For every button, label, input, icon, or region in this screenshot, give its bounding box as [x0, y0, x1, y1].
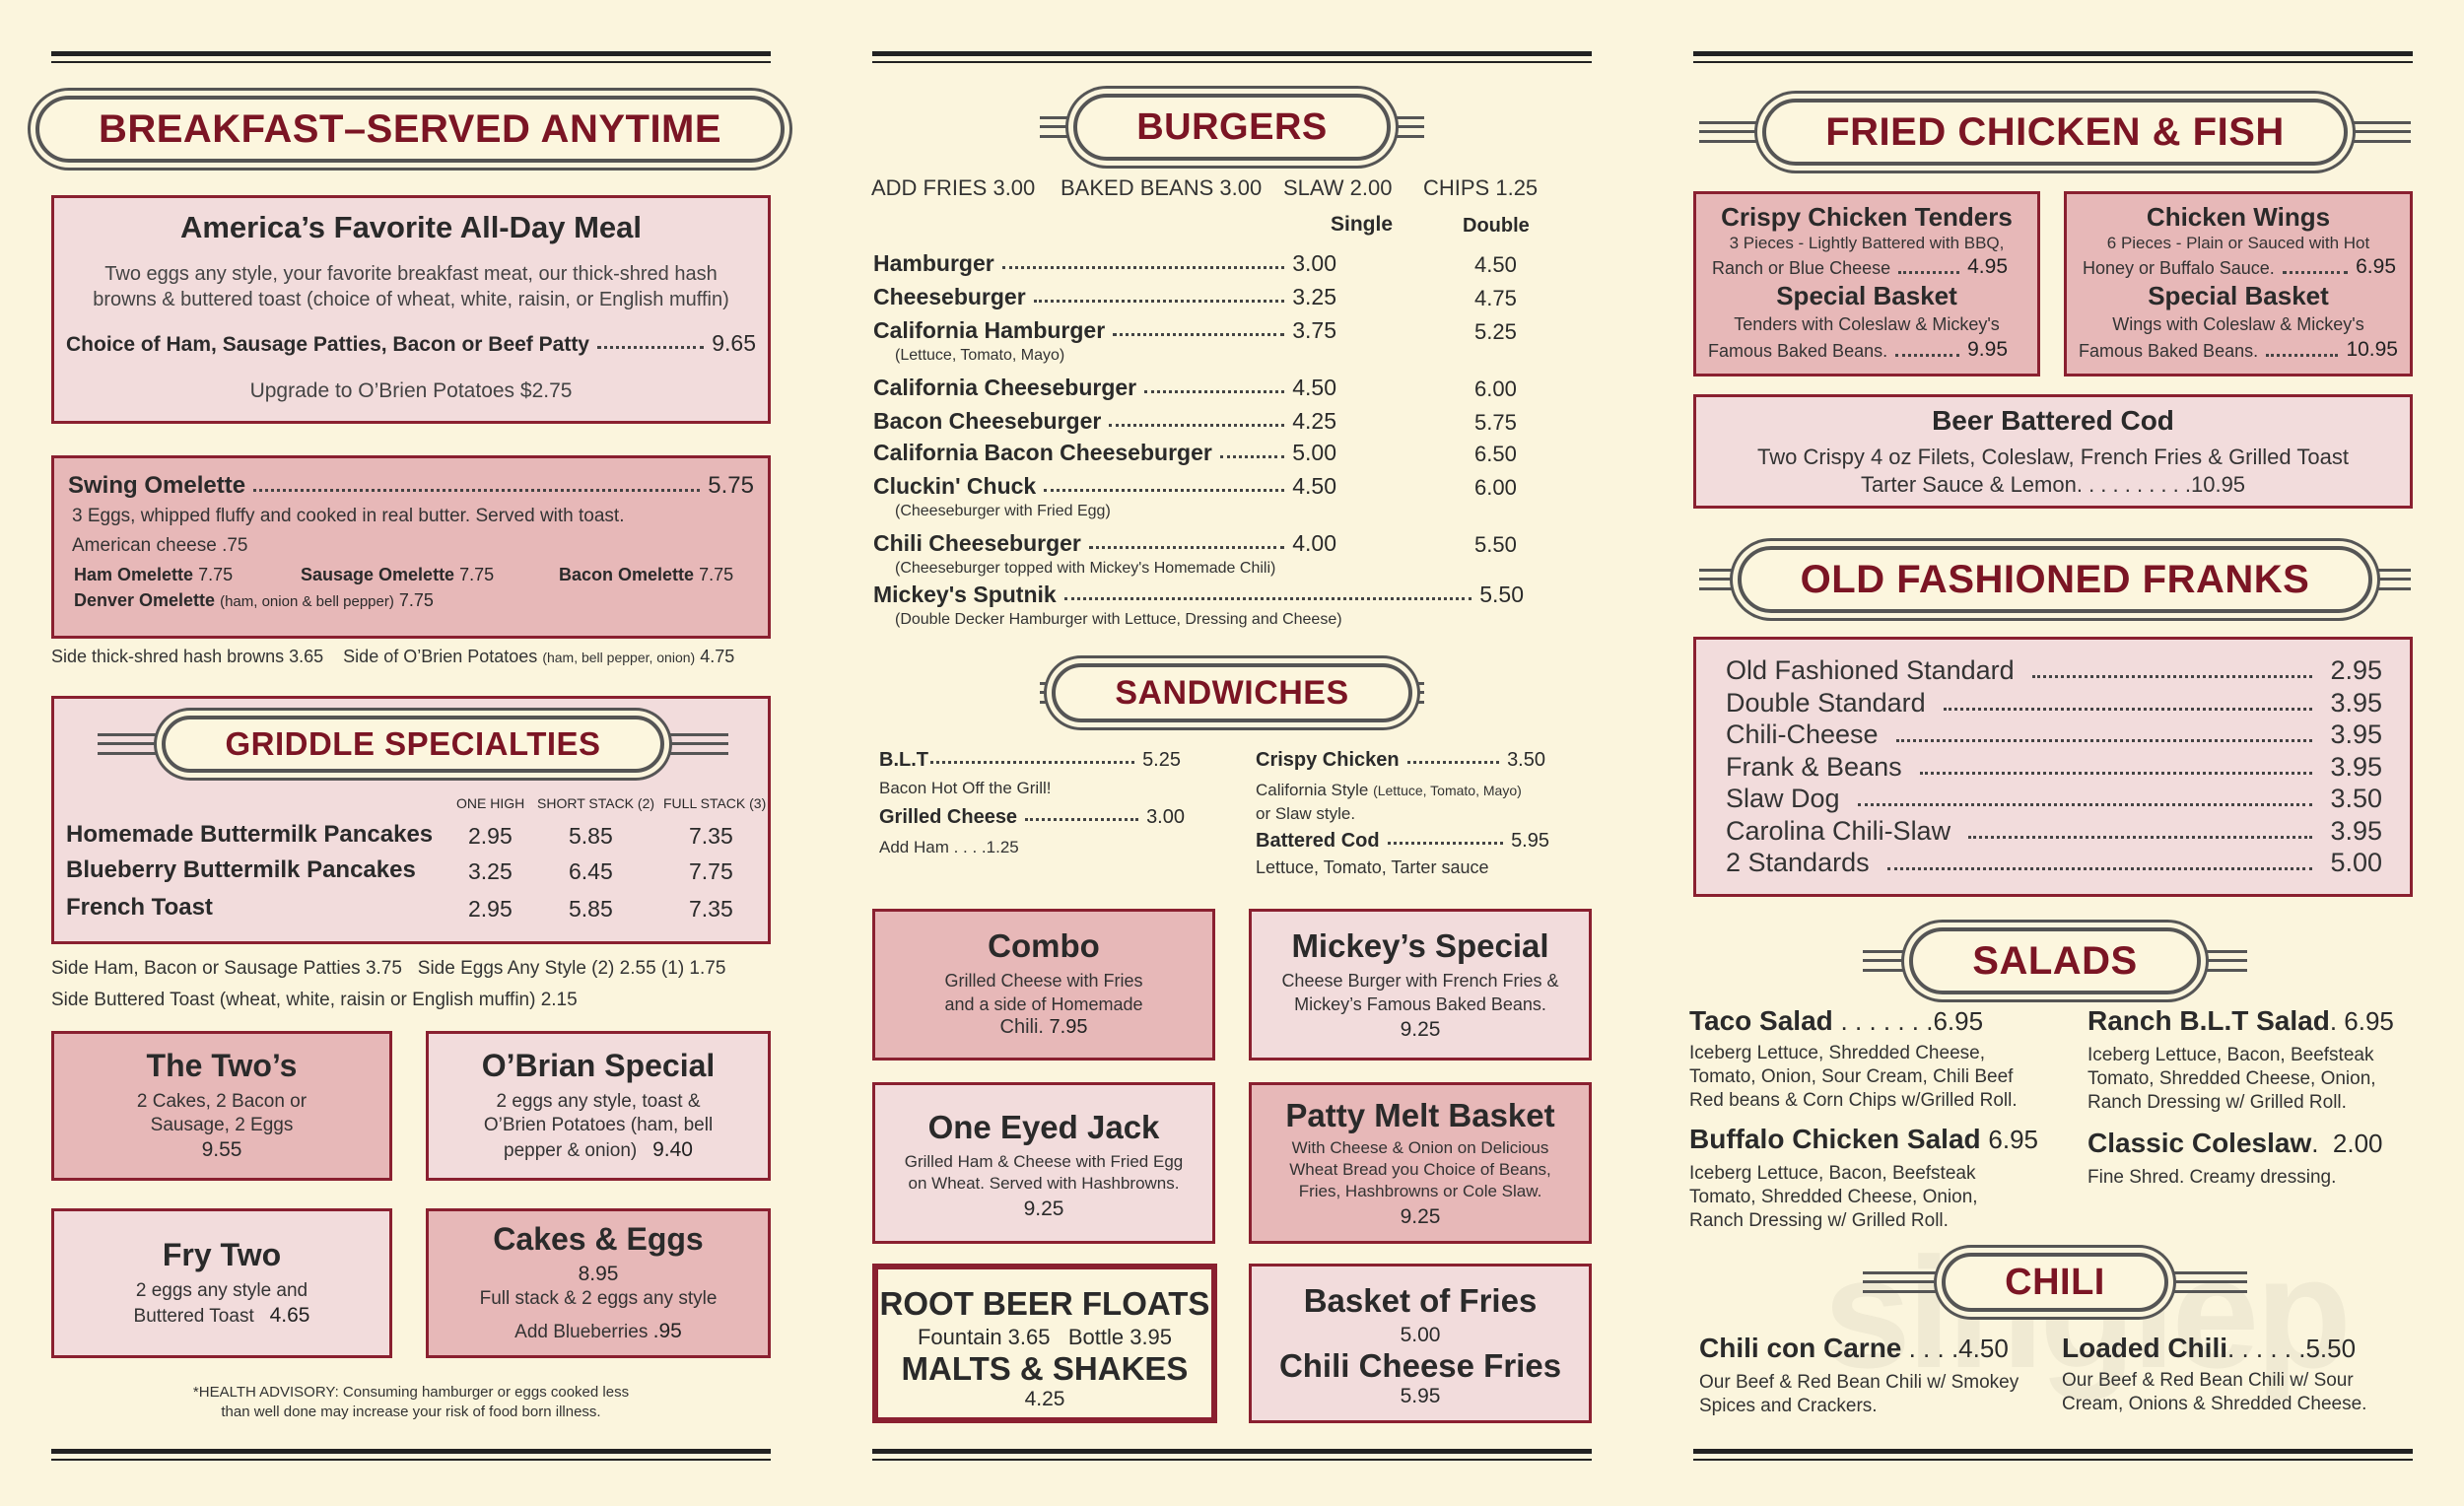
burger-name: Cluckin' Chuck [873, 473, 1037, 499]
omelette-name: Swing Omelette [68, 472, 246, 499]
omelette-row [68, 472, 754, 500]
chili-carne: Chili con Carne . . . .4.50 [1699, 1333, 2009, 1363]
floats-prices: Fountain 3.65 Bottle 3.95 [917, 1325, 1173, 1349]
floats-name: ROOT BEER FLOATS [879, 1285, 1210, 1322]
crispy-price: 3.50 [1507, 749, 1545, 771]
patty-line-1: With Cheese & Onion on Delicious [1291, 1138, 1549, 1157]
burger-note: (Cheeseburger topped with Mickey's Homemade Chili) [895, 560, 1276, 577]
burger-row [873, 250, 1543, 277]
franks-banner [1699, 544, 2411, 615]
sandwiches-banner [1040, 660, 1424, 725]
tenders-special-1: Tenders with Coleslaw & Mickey's [1734, 314, 2000, 334]
blt-row [879, 749, 1181, 772]
griddle-row-2-p3: 7.75 [689, 858, 733, 884]
addon-slaw: SLAW 2.00 [1283, 175, 1393, 200]
coleslaw-line-1: Fine Shred. Creamy dressing. [2088, 1167, 2337, 1188]
burger-name: California Hamburger [873, 317, 1106, 343]
ranch-line-2: Tomato, Shredded Cheese, Onion, [2088, 1068, 2376, 1089]
obrian-name: O’Brian Special [481, 1048, 716, 1083]
buffalo-line-2: Tomato, Shredded Cheese, Onion, [1689, 1187, 1978, 1207]
frytwo-box [51, 1208, 392, 1358]
frytwo-line-2: Buttered Toast 4.65 [133, 1304, 310, 1327]
frank-price: 3.95 [2330, 687, 2382, 718]
burger-single-price: 4.00 [1292, 530, 1336, 556]
burger-row [873, 582, 1543, 628]
omelette-cheese: American cheese .75 [72, 535, 248, 556]
cakes-name: Cakes & Eggs [493, 1221, 704, 1257]
burgers-double-header: Double [1463, 215, 1530, 237]
fries-price: 5.00 [1400, 1324, 1441, 1346]
cod-price: 5.95 [1511, 830, 1549, 852]
jack-line-1: Grilled Ham & Cheese with Fried Egg [904, 1152, 1184, 1171]
frank-name: 2 Standards [1726, 848, 1870, 877]
frytwo-name: Fry Two [162, 1237, 282, 1272]
mickey-name: Mickey’s Special [1291, 927, 1549, 964]
patty-line-3: Fries, Hashbrowns or Cole Slaw. [1298, 1182, 1542, 1200]
frank-row [1726, 848, 2382, 878]
sandwiches-title: SANDWICHES [1052, 663, 1411, 722]
burger-name: Bacon Cheeseburger [873, 408, 1102, 434]
grilled-desc: Add Ham . . . .1.25 [879, 838, 1019, 856]
jack-line-2: on Wheat. Served with Hashbrowns. [908, 1174, 1180, 1193]
wings-name: Chicken Wings [2146, 202, 2331, 232]
burger-double-price: 6.00 [1474, 376, 1517, 401]
chili-fries-price: 5.95 [1400, 1385, 1441, 1407]
twos-price: 9.55 [201, 1138, 242, 1161]
top-rule-mid [872, 51, 1592, 63]
frank-name: Frank & Beans [1726, 751, 1902, 782]
jack-price: 9.25 [1023, 1198, 1064, 1220]
griddle-row-2-p2: 6.45 [569, 858, 613, 884]
mickey-box [1249, 909, 1592, 1061]
jack-box [872, 1082, 1215, 1244]
burger-double-price: 6.50 [1474, 442, 1517, 466]
burger-note: (Double Decker Hamburger with Lettuce, Dressing and Cheese) [895, 611, 1342, 628]
taco-line-3: Red beans & Corn Chips w/Grilled Roll. [1689, 1090, 2018, 1111]
mickey-line-1: Cheese Burger with French Fries & [1281, 971, 1559, 991]
griddle-header-2: SHORT STACK (2) [537, 795, 655, 811]
burger-note: (Lettuce, Tomato, Mayo) [895, 347, 1065, 364]
burger-double-price: 5.75 [1474, 410, 1517, 435]
chili-carne-line-1: Our Beef & Red Bean Chili w/ Smokey [1699, 1372, 2019, 1393]
buffalo-line-3: Ranch Dressing w/ Grilled Roll. [1689, 1210, 1949, 1231]
burger-row [873, 473, 1543, 519]
omelette-desc: 3 Eggs, whipped fluffy and cooked in real butter. Served with toast. [72, 506, 625, 526]
beer-cod-name: Beer Battered Cod [1932, 405, 2174, 436]
griddle-row-3-p1: 2.95 [468, 896, 513, 922]
griddle-row-1-name: Homemade Buttermilk Pancakes [66, 821, 434, 848]
crispy-desc-2: or Slaw style. [1256, 804, 1356, 823]
loaded-chili: Loaded Chili. . . . . .5.50 [2062, 1333, 2357, 1363]
griddle-row-1-p1: 2.95 [468, 823, 513, 849]
fries-box [1249, 1264, 1592, 1423]
cakes-line-2: Add Blueberries .95 [514, 1320, 682, 1342]
cod-desc: Lettuce, Tomato, Tarter sauce [1256, 857, 1489, 877]
griddle-row-3-p2: 5.85 [569, 896, 613, 922]
griddle-sides-1: Side Ham, Bacon or Sausage Patties 3.75 Side Eggs Any Style (2) 2.55 (1) 1.75 [51, 958, 726, 979]
beer-cod-line-2: Tarter Sauce & Lemon. . . . . . . . . .10.95 [1860, 472, 2246, 497]
burger-double-price: 4.50 [1474, 252, 1517, 277]
allday-upgrade: Upgrade to O’Brien Potatoes $2.75 [249, 379, 573, 402]
frank-price: 3.95 [2330, 719, 2382, 749]
cakes-line-1: Full stack & 2 eggs any style [479, 1288, 718, 1309]
burger-single-price: 4.50 [1292, 375, 1336, 400]
burgers-single-header: Single [1331, 213, 1394, 236]
combo-line-1: Grilled Cheese with Fries [944, 971, 1143, 991]
fried-title: FRIED CHICKEN & FISH [1762, 99, 2348, 166]
frank-name: Double Standard [1726, 687, 1926, 718]
top-rule-right [1693, 51, 2413, 63]
addon-fries: ADD FRIES 3.00 [871, 175, 1036, 200]
griddle-banner [98, 713, 728, 776]
griddle-row-2-name: Blueberry Buttermilk Pancakes [66, 856, 416, 883]
taco-line-2: Tomato, Onion, Sour Cream, Chili Beef [1689, 1066, 2014, 1087]
burger-name: California Bacon Cheeseburger [873, 440, 1212, 465]
coleslaw-salad: Classic Coleslaw. 2.00 [2088, 1128, 2383, 1158]
advisory-2: than well done may increase your risk of food born illness. [221, 1403, 601, 1420]
frytwo-line-1: 2 eggs any style and [135, 1280, 308, 1301]
taco-line-1: Iceberg Lettuce, Shredded Cheese, [1689, 1043, 1985, 1063]
griddle-title: GRIDDLE SPECIALTIES [162, 716, 663, 773]
allday-choice-price: 9.65 [712, 330, 756, 356]
burger-name: Hamburger [873, 250, 994, 276]
burger-name: Cheeseburger [873, 284, 1026, 309]
breakfast-title: BREAKFAST–SERVED ANYTIME [35, 96, 785, 163]
blt-price: 5.25 [1142, 749, 1181, 771]
burger-name: Mickey's Sputnik [873, 582, 1057, 607]
burger-name: California Cheeseburger [873, 375, 1137, 400]
cakes-price: 8.95 [578, 1263, 619, 1285]
fries-name: Basket of Fries [1303, 1282, 1538, 1319]
frank-price: 5.00 [2330, 848, 2382, 877]
frank-name: Slaw Dog [1726, 784, 1840, 813]
twos-line-1: 2 Cakes, 2 Bacon or [136, 1091, 308, 1112]
burger-single-price: 4.50 [1292, 473, 1336, 499]
denver-omelette: Denver Omelette (ham, onion & bell pepper) 7.75 [74, 590, 434, 610]
griddle-row-1-p3: 7.35 [689, 823, 733, 849]
salads-banner [1863, 926, 2247, 995]
patty-name: Patty Melt Basket [1285, 1097, 1555, 1133]
patty-line-2: Wheat Bread you Choice of Beans, [1289, 1160, 1551, 1179]
griddle-header-1: ONE HIGH [456, 795, 525, 811]
beer-cod-box [1693, 394, 2413, 509]
crispy-row [1256, 749, 1545, 772]
bottom-rule-right [1693, 1449, 2413, 1461]
burger-row [873, 530, 1543, 577]
griddle-row-3-p3: 7.35 [689, 896, 733, 922]
loaded-chili-line-2: Cream, Onions & Shredded Cheese. [2062, 1394, 2367, 1414]
mickey-line-2: Mickey’s Famous Baked Beans. [1294, 994, 1546, 1014]
breakfast-sides: Side thick-shred hash browns 3.65 Side of O’Brien Potatoes (ham, bell pepper, onion) 4.75 [51, 647, 735, 666]
combo-line-3: Chili. 7.95 [999, 1016, 1088, 1038]
combo-name: Combo [988, 927, 1100, 964]
burger-row [873, 317, 1543, 364]
twos-line-2: Sausage, 2 Eggs [150, 1115, 294, 1135]
grilled-name: Grilled Cheese [879, 806, 1018, 828]
ham-omelette: Ham Omelette 7.75 [74, 565, 234, 584]
loaded-chili-line-1: Our Beef & Red Bean Chili w/ Sour [2062, 1370, 2354, 1391]
wings-line-1: 6 Pieces - Plain or Sauced with Hot [2106, 234, 2370, 252]
burger-single-price: 3.00 [1292, 250, 1336, 276]
griddle-box [51, 696, 771, 944]
crispy-desc-1: California Style (Lettuce, Tomato, Mayo) [1256, 781, 1522, 799]
chili-fries-name: Chili Cheese Fries [1278, 1347, 1562, 1384]
frank-row [1726, 816, 2382, 847]
burger-double-price: 5.25 [1474, 319, 1517, 344]
tenders-box [1693, 191, 2040, 376]
twos-name: The Two’s [146, 1048, 298, 1083]
wings-price-row: Honey or Buffalo Sauce. 6.95 [2083, 255, 2396, 278]
chili-carne-line-2: Spices and Crackers. [1699, 1396, 1878, 1416]
obrian-line-3: pepper & onion) 9.40 [504, 1138, 693, 1161]
buffalo-salad: Buffalo Chicken Salad 6.95 [1689, 1124, 2039, 1154]
bottom-rule-mid [872, 1449, 1592, 1461]
cod-row [1256, 830, 1549, 853]
twos-box [51, 1031, 392, 1181]
omelette-box [51, 455, 771, 639]
burger-row [873, 375, 1543, 401]
burger-single-price: 5.00 [1292, 440, 1336, 465]
burger-single-price: 4.25 [1292, 408, 1336, 434]
blt-name: B.L.T [879, 749, 928, 771]
tenders-name: Crispy Chicken Tenders [1721, 202, 2013, 232]
chili-title: CHILI [1942, 1253, 2168, 1312]
salads-title: SALADS [1909, 927, 2200, 994]
fried-banner [1699, 97, 2411, 168]
omelette-price: 5.75 [708, 472, 754, 499]
allday-choice: Choice of Ham, Sausage Patties, Bacon or Beef Patty [66, 333, 589, 356]
jack-name: One Eyed Jack [927, 1109, 1160, 1145]
tenders-special-row: Famous Baked Beans. 9.95 [1708, 338, 2008, 361]
frank-price: 3.50 [2330, 784, 2382, 813]
frank-price: 2.95 [2330, 655, 2382, 685]
burger-single-price: 3.25 [1292, 284, 1336, 309]
burger-double-price: 5.50 [1474, 532, 1517, 557]
addon-beans: BAKED BEANS 3.00 [1061, 175, 1263, 200]
taco-salad: Taco Salad . . . . . . .6.95 [1689, 1005, 1984, 1036]
malts-price: 4.25 [1024, 1388, 1065, 1410]
bottom-rule-left [51, 1449, 771, 1461]
frank-name: Carolina Chili-Slaw [1726, 815, 1951, 846]
floats-box [872, 1264, 1217, 1423]
burger-double-price: 5.50 [1479, 582, 1524, 607]
tenders-special: Special Basket [1776, 281, 1957, 310]
tenders-line-1: 3 Pieces - Lightly Battered with BBQ, [1729, 234, 2005, 252]
grilled-row [879, 806, 1185, 829]
burger-note: (Cheeseburger with Fried Egg) [895, 503, 1111, 519]
burgers-title: BURGERS [1073, 94, 1391, 161]
frank-price: 3.95 [2330, 751, 2382, 782]
burgers-banner [1040, 93, 1424, 162]
ranch-salad: Ranch B.L.T Salad. 6.95 [2088, 1005, 2394, 1036]
patty-price: 9.25 [1400, 1205, 1441, 1228]
wings-special-row: Famous Baked Beans. 10.95 [2079, 338, 2398, 361]
burger-name: Chili Cheeseburger [873, 530, 1081, 556]
burger-row [873, 408, 1543, 435]
allday-choice-row [66, 330, 756, 357]
obrian-line-2: O’Brien Potatoes (ham, bell [483, 1115, 714, 1135]
franks-box [1693, 637, 2413, 897]
allday-desc-2: browns & buttered toast (choice of wheat, white, raisin, or English muffin) [93, 289, 729, 310]
frank-row [1726, 719, 2382, 750]
burger-double-price: 4.75 [1474, 286, 1517, 310]
buffalo-line-1: Iceberg Lettuce, Bacon, Beefsteak [1689, 1163, 1976, 1184]
wings-special-1: Wings with Coleslaw & Mickey's [2112, 314, 2364, 334]
wings-special: Special Basket [2148, 281, 2329, 310]
griddle-row-1-p2: 5.85 [569, 823, 613, 849]
addon-chips: CHIPS 1.25 [1423, 175, 1539, 200]
beer-cod-line-1: Two Crispy 4 oz Filets, Coleslaw, French Fries & Grilled Toast [1757, 445, 2349, 469]
bacon-omelette: Bacon Omelette 7.75 [559, 565, 734, 584]
frank-name: Chili-Cheese [1726, 719, 1879, 749]
patty-box [1249, 1082, 1592, 1244]
griddle-header-3: FULL STACK (3) [663, 795, 767, 811]
frank-row [1726, 655, 2382, 686]
sausage-omelette: Sausage Omelette 7.75 [301, 565, 495, 584]
cod-name: Battered Cod [1256, 830, 1380, 852]
grilled-price: 3.00 [1146, 806, 1185, 828]
griddle-row-3-name: French Toast [66, 894, 213, 921]
franks-title: OLD FASHIONED FRANKS [1738, 546, 2373, 613]
combo-line-2: and a side of Homemade [944, 994, 1143, 1014]
obrian-box [426, 1031, 771, 1181]
frank-row [1726, 752, 2382, 783]
burger-single-price: 3.75 [1292, 317, 1336, 343]
griddle-sides-2: Side Buttered Toast (wheat, white, raisin or English muffin) 2.15 [51, 990, 578, 1010]
obrian-line-1: 2 eggs any style, toast & [496, 1091, 701, 1112]
burger-row [873, 440, 1543, 466]
ranch-line-1: Iceberg Lettuce, Bacon, Beefsteak [2088, 1045, 2374, 1065]
chili-banner [1863, 1250, 2247, 1315]
cakes-box [426, 1208, 771, 1358]
griddle-row-2-p1: 3.25 [468, 858, 513, 884]
allday-title: America’s Favorite All-Day Meal [179, 210, 643, 244]
allday-box [51, 195, 771, 424]
frank-row [1726, 688, 2382, 719]
frank-name: Old Fashioned Standard [1726, 655, 2015, 685]
combo-box [872, 909, 1215, 1061]
crispy-name: Crispy Chicken [1256, 749, 1400, 771]
breakfast-banner [54, 94, 766, 165]
tenders-price-row: Ranch or Blue Cheese 4.95 [1712, 255, 2008, 278]
burger-double-price: 6.00 [1474, 475, 1517, 500]
wings-box [2064, 191, 2413, 376]
allday-desc-1: Two eggs any style, your favorite breakfast meat, our thick-shred hash [104, 263, 718, 285]
frank-price: 3.95 [2330, 815, 2382, 846]
blt-desc: Bacon Hot Off the Grill! [879, 779, 1052, 797]
mickey-price: 9.25 [1400, 1018, 1441, 1041]
malts-name: MALTS & SHAKES [901, 1350, 1189, 1387]
advisory-1: *HEALTH ADVISORY: Consuming hamburger or eggs cooked less [192, 1384, 630, 1401]
top-rule-left [51, 51, 771, 63]
frank-row [1726, 784, 2382, 814]
ranch-line-3: Ranch Dressing w/ Grilled Roll. [2088, 1092, 2347, 1113]
burger-row [873, 284, 1543, 310]
